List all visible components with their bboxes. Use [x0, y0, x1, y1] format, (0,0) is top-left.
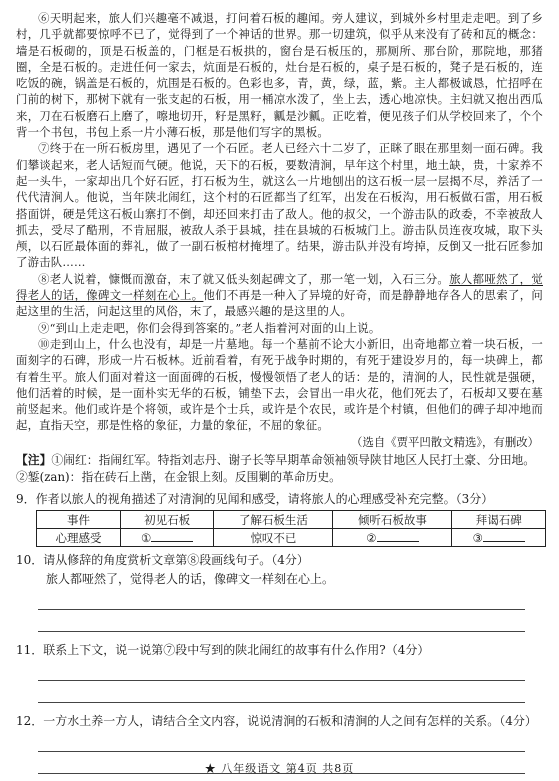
answer-blank-3[interactable]: [483, 530, 525, 542]
table-header-cell: 事件: [37, 511, 121, 529]
answer-cell-3[interactable]: [452, 529, 546, 547]
answer-line[interactable]: [38, 681, 525, 703]
table-header-cell: 初见石板: [120, 511, 214, 529]
paragraph-9-text: ⑨“到山上走走吧，你们会得到答案的。”老人指着河对面的山上说。: [38, 320, 381, 335]
question-11: 11．联系上下文，说一说第⑦段中写到的陕北闹红的故事有什么作用?（4分）: [16, 643, 430, 658]
answer-blank-2[interactable]: [377, 530, 419, 542]
table-row: [37, 529, 546, 547]
blank-marker-3: ③: [472, 531, 483, 546]
table-row-label: 心理感受: [37, 529, 121, 547]
table-header-cell: 拜谒石碑: [452, 511, 546, 529]
paragraph-8-text-b: 他们不再是一种入了异境的好奇，而是静静地存各人的思索了，问起这里的生活，问起这里的风俗，末了，最感兴趣的是这里的人。: [16, 288, 543, 319]
paragraph-6-text: ⑥天明起来，旅人们兴趣毫不减退，打问着石板的趣闻。旁人建议，到城外乡村里走走吧。到了乡村，几乎就都要惊呼不已了，觉得到了一个神话的世界。那一切建筑，似乎从来没有了砖和瓦的概念：墙是石板砌的，顶是石板盖的，门框是石板拱的，窗台是石板压的，那厕所、那台阶，那院地，那猪圈，全是石板的。走进任何一家去，炕面是石板的，灶台是石板的，桌子是石板的，凳子是石板的，连吃饭的碗，锅盖是石板的，炕围是石板的。色彩也多，青，黄，绿，蓝，紫。主人都极诚恳，忙招呼在门前的树下，那树下就有一张支起的石板，用一桶凉水泼了，坐上去，透心地凉快。主妇就又抱出西瓜来，刀在石板磨石上磨了，嚓地切开，籽是黑籽，瓤是沙瓤。正吃着，便见孩子们从学校回来了，个个背一个书包，书包上系一片小薄石板，那是他们写字的黑板。: [16, 11, 543, 140]
question-9: 9．作者以旅人的视角描述了对清涧的见闻和感受，请将旅人的心理感受补充完整。（3分）: [16, 492, 494, 507]
paragraph-9: [16, 320, 543, 336]
feelings-table: [36, 510, 546, 547]
note-label: 【注】: [16, 453, 52, 468]
table-row: [37, 511, 546, 529]
source-citation: （选自《贾平凹散文精选》，有删改）: [351, 434, 539, 449]
answer-cell-1[interactable]: [120, 529, 214, 547]
note-text: ①闹红：指闹红军。特指刘志丹、谢子长等早期革命领袖领导陕甘地区人民打土豪、分田地。②錾(zan)：指在砖石上凿，在金银上刻。反围剿的革命历史。: [16, 453, 536, 485]
paragraph-8-text-a: ⑧老人说着，慷慨而激奋，末了就又低头刻起碑文了，那一笔一划，入石三分。: [38, 271, 450, 286]
given-answer-cell: 惊叹不已: [214, 529, 333, 547]
answer-line[interactable]: [38, 659, 525, 681]
answer-cell-2[interactable]: [333, 529, 452, 547]
underlined-sentence: 旅人都哑然了，觉得老人的话，像碑文一样刻在心上。: [16, 271, 543, 303]
paragraph-6: [16, 10, 543, 140]
answer-line[interactable]: [38, 588, 525, 610]
table-header-cell: 倾听石板故事: [333, 511, 452, 529]
paragraph-10-text: ⑩走到山上，什么也没有，却是一片墓地。每一个墓前不论大小新旧，出奇地都立着一块石板，一面刻字的石碑，形成一片石板林。近前看着，有死于战争时期的，有死于建设岁月的，每一块碑上，都有着生平。旅人们面对着这一面面碑的石板，慢慢领悟了老人的话：是的，清涧的人，民性就是强硬，他们活着的时候，是一面朴实无华的石板，铺垫下去，会冒出一串火花，他们死去了，石板却又要在墓前竖起来。他们或许是个将领，或许是个士兵，或许是个农民，或许是个村镇，但他们的碑子却冲地而起，直指天空，那是性格的象征，力量的象征，不屈的象征。: [16, 336, 543, 433]
annotation-note: [16, 452, 543, 486]
blank-marker-1: ①: [141, 531, 152, 546]
paragraph-10: [16, 336, 543, 434]
question-10: 10．请从修辞的角度赏析文章第⑧段画线句子。（4分）: [16, 553, 309, 568]
paragraph-7: [16, 140, 543, 270]
question-10-quote: 旅人都哑然了，觉得老人的话，像碑文一样刻在心上。: [46, 572, 335, 587]
page-footer: ★ 八年级语文 第4页 共8页: [204, 762, 355, 775]
question-12: 12．一方水土养一方人，请结合全文内容，说说清涧的石板和清涧的人之间有怎样的关系。（4分）: [16, 714, 537, 729]
answer-blank-1[interactable]: [151, 530, 193, 542]
answer-line[interactable]: [38, 610, 525, 632]
table-header-cell: 了解石板生活: [214, 511, 333, 529]
paragraph-8: [16, 271, 543, 320]
blank-marker-2: ②: [366, 531, 377, 546]
paragraph-7-text: ⑦终于在一所石板房里，遇见了一个石匠。老人已经六十二岁了，正眯了眼在那里刻一面石碑。我们攀谈起来，老人话短而气硬。他说，天下的石板，要数清涧，早年这个村里，地土缺，贵，十家养不起一头牛，一家却出几个好石匠，打石板为生，就这么一片地刨出的这石板一层一层揭不尽，养活了一代代清涧人。他说，当年陕北闹红，这个村的石匠都当了红军，出发在石板沟，用石板做石雷，用石板搭面饼，硬是凭这石板山寨打不倒，却还回来打击了敌人。他的叔父，一个游击队的政委，不幸被敌人抓去，受尽了酷刑，不肯屈服，被敌人杀于县城，挂在县城的石板城门上。游击队员连夜攻城，取下头颅，以石匠最体面的葬礼，做了一副石板棺材掩埋了。结果，游击队并没有垮掉，反倒又一批石匠参加了游击队……: [16, 141, 543, 270]
answer-line[interactable]: [38, 730, 525, 752]
